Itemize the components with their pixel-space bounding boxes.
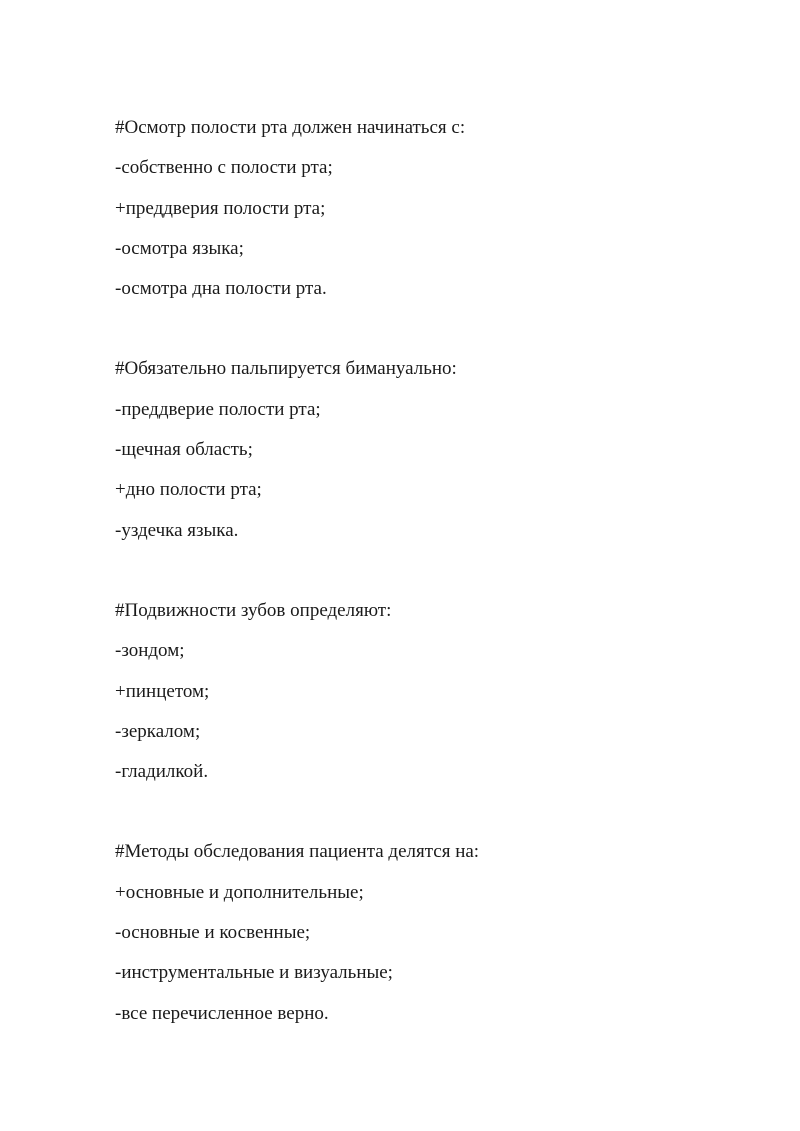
answer-option: -основные и косвенные; xyxy=(115,922,311,944)
answer-option: +основные и дополнительные; xyxy=(115,881,364,903)
answer-option: -преддверие полости рта; xyxy=(115,398,321,420)
answer-option: -инструментальные и визуальные; xyxy=(115,962,393,984)
answer-option: -осмотра языка; xyxy=(115,237,244,259)
answer-option: -собственно с полости рта; xyxy=(115,157,333,179)
question-prompt: #Методы обследования пациента делятся на: xyxy=(115,841,480,863)
question-prompt: #Обязательно пальпируется бимануально: xyxy=(115,358,457,380)
question-prompt: #Осмотр полости рта должен начинаться с: xyxy=(115,117,466,138)
question-block xyxy=(115,597,755,798)
answer-option: -гладилкой. xyxy=(115,761,209,783)
question-block xyxy=(115,114,755,315)
question-block xyxy=(115,355,755,556)
question-block xyxy=(115,838,755,1039)
answer-option: +дно полости рта; xyxy=(115,479,262,501)
document-content xyxy=(115,114,755,1080)
answer-option: -все перечисленное верно. xyxy=(115,1002,329,1024)
answer-option: -щечная область; xyxy=(115,439,253,461)
answer-option: -осмотра дна полости рта. xyxy=(115,278,327,300)
answer-option: -зондом; xyxy=(115,640,185,662)
answer-option: -уздечка языка. xyxy=(115,519,239,541)
answer-option: +пинцетом; xyxy=(115,680,210,702)
answer-option: +преддверия полости рта; xyxy=(115,197,326,219)
question-prompt: #Подвижности зубов определяют: xyxy=(115,599,392,621)
answer-option: -зеркалом; xyxy=(115,720,201,742)
